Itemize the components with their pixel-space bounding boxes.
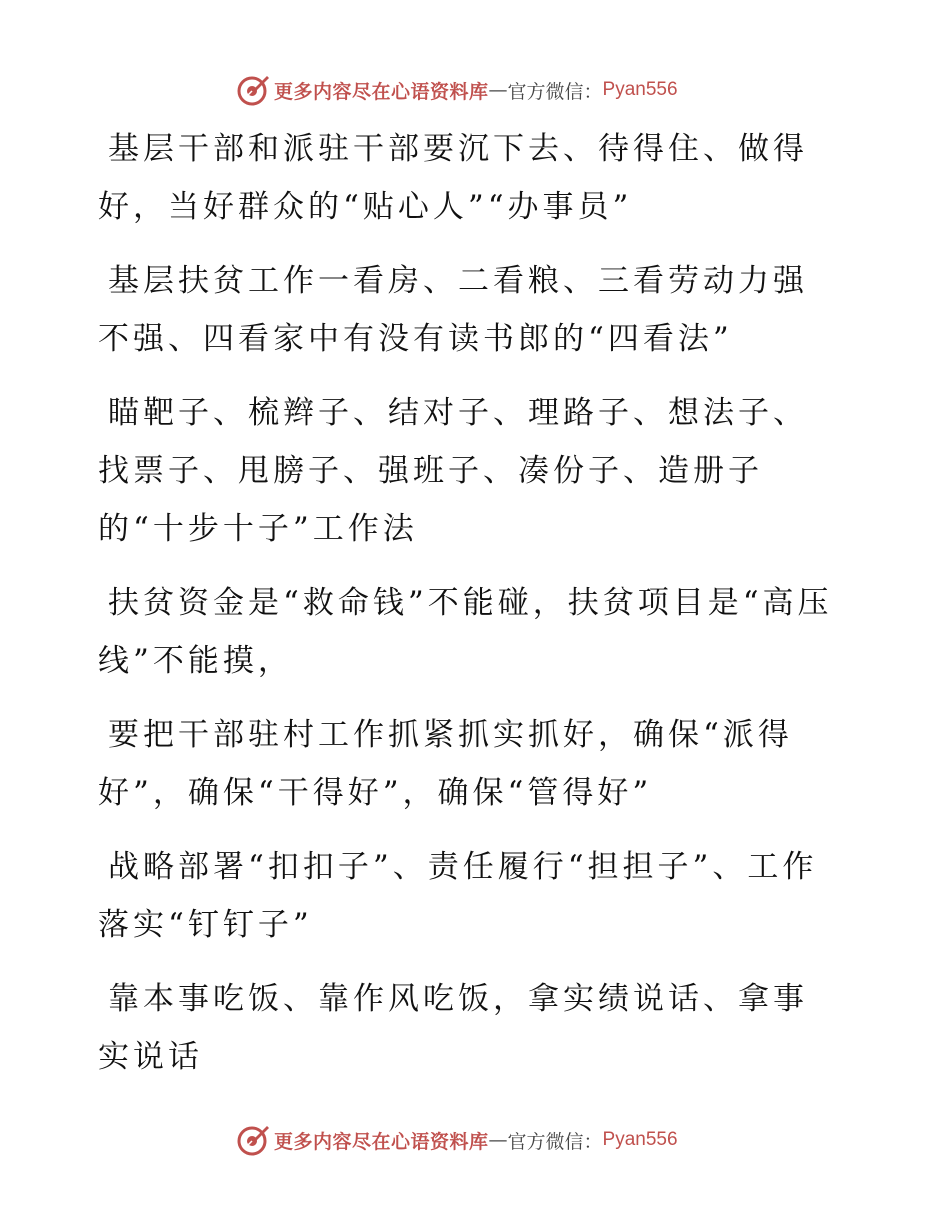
paragraph-5: 要把干部驻村工作抓紧抓实抓好，确保“派得好”，确保“干得好”，确保“管得好” (98, 717, 793, 811)
footer-separator: — (488, 1129, 508, 1151)
header-separator: — (488, 79, 508, 101)
header-site-text: 更多内容尽在心语资料库 (274, 80, 489, 103)
footer-site-text: 更多内容尽在心语资料库 (274, 1130, 489, 1153)
footer-wechat-label: 官方微信： (507, 1130, 603, 1153)
header-wechat-id: Pyan556 (602, 79, 678, 100)
pen-nib-logo-icon (236, 73, 270, 107)
paragraph-3: 瞄靶子、梳辫子、结对子、理路子、想法子、找票子、甩膀子、强班子、凑份子、造册子的“十步十子”工作法 (98, 395, 808, 547)
footer-wechat-id: Pyan556 (602, 1129, 678, 1150)
footer-banner (236, 1122, 678, 1158)
paragraph-4: 扶贫资金是“救命钱”不能碰，扶贫项目是“高压线”不能摸， (98, 585, 833, 679)
document-body (98, 120, 838, 1102)
paragraph-7: 靠本事吃饭、靠作风吃饭，拿实绩说话、拿事实说话 (98, 981, 808, 1075)
paragraph-6: 战略部署“扣扣子”、责任履行“担担子”、工作落实“钉钉子” (98, 849, 818, 943)
paragraph-2: 基层扶贫工作一看房、二看粮、三看劳动力强不强、四看家中有没有读书郎的“四看法” (98, 263, 808, 357)
header-wechat-label: 官方微信： (507, 80, 603, 103)
pen-nib-logo-icon (236, 1123, 270, 1157)
paragraph-1: 基层干部和派驻干部要沉下去、待得住、做得好，当好群众的“贴心人”“办事员” (98, 131, 808, 225)
header-banner (236, 72, 678, 108)
